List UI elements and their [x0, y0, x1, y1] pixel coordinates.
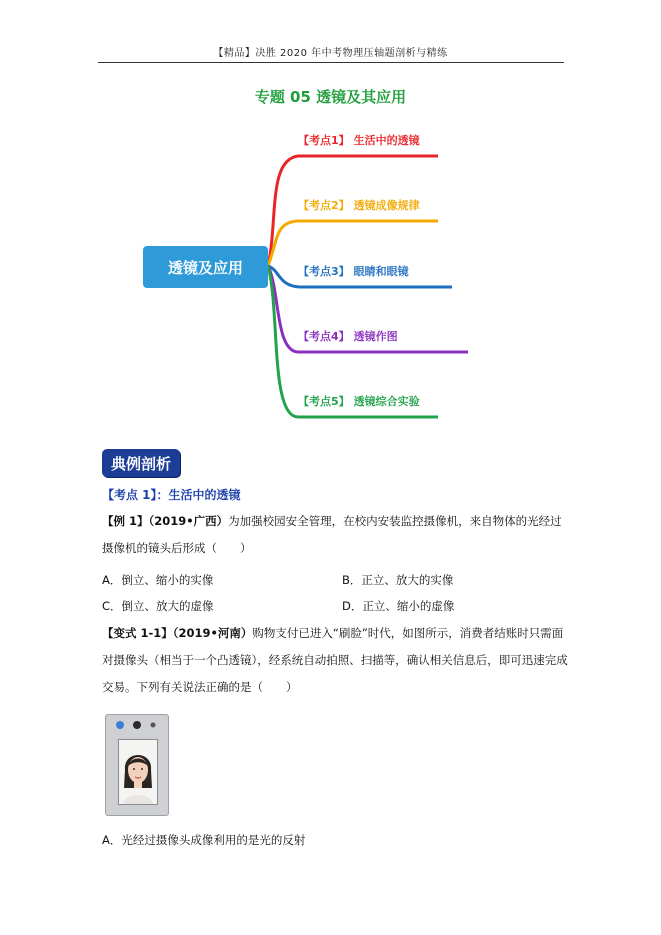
example-1-source: （2019•广西）: [148, 514, 229, 528]
branch-tag-5: 【考点5】: [298, 395, 350, 408]
variant-1-1-question: [102, 620, 572, 701]
example-1-label: 【例 1】: [102, 514, 149, 528]
branch-label-3: [298, 263, 409, 279]
example-1-option-c: C．倒立、放大的虚像: [102, 599, 214, 613]
face-pay-device-illustration: [105, 714, 169, 816]
kaodian-heading: 【考点 1】：生活中的透镜: [102, 488, 241, 502]
device-top-icons: [106, 715, 168, 739]
example-1-text: 为加强校园安全管理，在校内安装监控摄像机，来自物体的光经过摄像机的镜头后形成（ ）: [102, 514, 562, 555]
branch-tag-2: 【考点2】: [298, 199, 350, 212]
variant-1-1-label: 【变式 1-1】: [102, 626, 173, 640]
branch-text-1: 生活中的透镜: [353, 134, 420, 147]
branch-tag-3: 【考点3】: [298, 265, 350, 278]
variant-1-1-text: 购物支付已进入“刷脸”时代，如图所示，消费者结账时只需面对摄像头（相当于一个凸透镜），经系统自动拍照、扫描等，确认相关信息后，即可迅速完成交易。下列有关说法正确的是（ ）: [102, 626, 568, 694]
camera-lens-icon: [133, 721, 141, 729]
header-rule: [98, 62, 564, 63]
branch-tag-4: 【考点4】: [298, 330, 350, 343]
mind-map: [140, 120, 480, 420]
device-screen: [118, 739, 158, 805]
branch-text-3: 眼睛和眼镜: [353, 265, 409, 278]
branch-label-2: [298, 197, 420, 213]
variant-1-1-option-a: A．光经过摄像头成像利用的是光的反射: [102, 833, 306, 847]
branch-label-4: [298, 328, 398, 344]
variant-1-1-source: （2019•河南）: [172, 626, 253, 640]
example-1-option-b: B．正立、放大的实像: [342, 573, 454, 587]
branch-tag-1: 【考点1】: [298, 134, 350, 147]
running-header: 【精品】决胜 2020 年中考物理压轴题剖析与精练: [213, 48, 448, 59]
branch-label-5: [298, 393, 420, 409]
branch-curve-2: [268, 221, 438, 266]
example-1-question: [102, 508, 572, 562]
section-banner: 典例剖析: [102, 449, 180, 477]
face-portrait-icon: [119, 740, 157, 804]
page-title: 专题 05 透镜及其应用: [254, 88, 407, 106]
branch-label-1: [298, 132, 420, 148]
branch-text-4: 透镜作图: [353, 330, 398, 343]
example-1-option-d: D．正立、缩小的虚像: [342, 599, 455, 613]
mind-map-center: 透镜及应用: [143, 246, 268, 288]
device-logo-icon: [116, 721, 124, 729]
branch-text-2: 透镜成像规律: [353, 199, 420, 212]
branch-text-5: 透镜综合实验: [353, 395, 420, 408]
example-1-option-a: A．倒立、缩小的实像: [102, 573, 214, 587]
sensor-dot-icon: [151, 723, 156, 728]
